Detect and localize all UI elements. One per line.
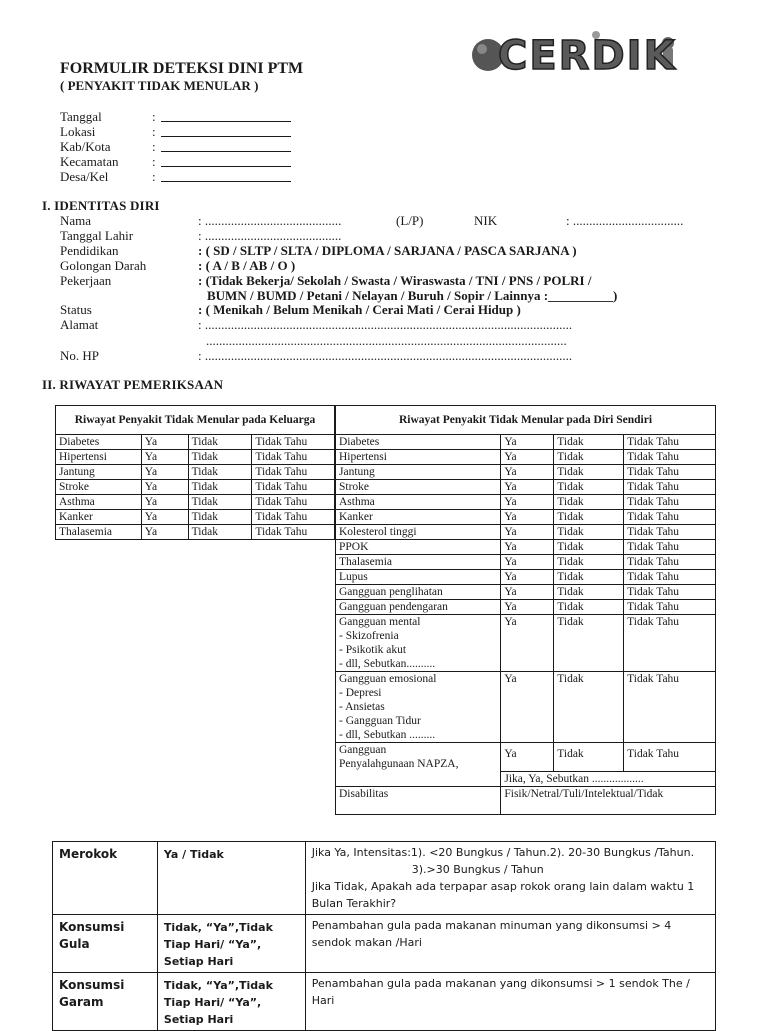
option-ya[interactable]: Ya [501,585,554,600]
option-ya[interactable]: Ya [501,510,554,525]
option-ya[interactable]: Ya [141,495,188,510]
habit-description [305,842,715,915]
diri-row [336,465,716,480]
option-tidak-tahu[interactable]: Tidak Tahu [252,435,335,450]
option-ya[interactable]: Ya [501,555,554,570]
habit-label: Merokok [53,842,158,915]
diri-disease: Diabetes [336,435,501,450]
gangguan-mental-line: - Skizofrenia [339,630,399,642]
meta-input-line[interactable] [161,181,291,182]
option-tidak-tahu[interactable]: Tidak Tahu [252,465,335,480]
option-tidak-tahu[interactable]: Tidak Tahu [624,510,716,525]
status-options[interactable]: : ( Menikah / Belum Menikah / Cerai Mati / Cerai Hidup ) [198,302,521,317]
keluarga-row [56,480,335,495]
no-hp-field[interactable]: : ................................................................................................................. [198,348,573,363]
option-tidak[interactable]: Tidak [554,615,624,672]
habit-desc-line: 3).>30 Bungkus / Tahun [411,863,544,876]
gangguan-emosional-line: - dll, Sebutkan ......... [339,729,436,741]
habit-description [305,915,715,973]
alamat-field-line2[interactable]: ............................................................................................................... [206,333,567,348]
option-ya[interactable]: Ya [501,525,554,540]
cerdik-logo [468,25,698,81]
keluarga-row [56,465,335,480]
option-ya[interactable]: Ya [501,615,554,672]
golongan-darah-options[interactable]: : ( A / B / AB / O ) [198,258,296,273]
diri-row [336,585,716,600]
tanggal-lahir-field[interactable]: : .......................................... [198,228,342,243]
keluarga-row [56,435,335,450]
gangguan-mental-cell [336,615,501,672]
pendidikan-options[interactable]: : ( SD / SLTP / SLTA / DIPLOMA / SARJANA / PASCA SARJANA ) [198,243,577,258]
diri-row [336,600,716,615]
keluarga-disease: Stroke [56,480,142,495]
option-tidak-tahu[interactable]: Tidak Tahu [624,480,716,495]
habit-label: Konsumsi Garam [53,973,158,1031]
meta-colon: : [152,109,156,124]
option-ya[interactable]: Ya [141,450,188,465]
gangguan-napza-line: Gangguan [339,744,387,756]
option-ya[interactable]: Ya [501,540,554,555]
option-tidak[interactable]: Tidak [554,465,624,480]
nama-field[interactable]: : .......................................... [198,213,342,228]
option-ya[interactable]: Ya [141,480,188,495]
habit-desc-line: Penambahan gula pada makanan yang dikonsumsi > 1 sendok The / [311,977,690,990]
alamat-field-line1[interactable]: : ................................................................................................................. [198,317,573,332]
diri-disease: Gangguan pendengaran [336,600,501,615]
diri-row [336,495,716,510]
option-tidak-tahu[interactable]: Tidak Tahu [624,585,716,600]
gangguan-mental-line: Gangguan mental [339,616,421,628]
diri-row [336,480,716,495]
meta-colon: : [152,124,156,139]
pekerjaan-label: Pekerjaan [60,273,112,288]
status-label: Status [60,302,92,317]
diri-disease: PPOK [336,540,501,555]
option-ya[interactable]: Ya [141,510,188,525]
habit-options[interactable]: Tidak, “Ya”,Tidak Tiap Hari/ “Ya”, Setiap Hari [157,915,305,973]
section-riwayat-heading: II. RIWAYAT PEMERIKSAAN [42,377,224,392]
option-tidak-tahu[interactable]: Tidak Tahu [624,450,716,465]
keluarga-disease: Kanker [56,510,142,525]
habit-options[interactable]: Ya / Tidak [157,842,305,915]
option-tidak[interactable]: Tidak [554,555,624,570]
option-tidak-tahu[interactable]: Tidak Tahu [624,540,716,555]
meta-input-line[interactable] [161,166,291,167]
keluarga-disease: Thalasemia [56,525,142,540]
option-ya[interactable]: Ya [501,743,554,772]
napza-sebutkan-row [336,771,716,786]
diri-disease: Stroke [336,480,501,495]
habit-row [53,842,716,915]
option-tidak-tahu[interactable]: Tidak Tahu [624,570,716,585]
meta-colon: : [152,139,156,154]
habit-desc-line: Jika Ya, Intensitas:1). <20 Bungkus / Tahun.2). 20-30 Bungkus /Tahun. [311,846,695,859]
meta-label: Desa/Kel [60,169,109,184]
napza-sebutkan-field[interactable]: Jika, Ya, Sebutkan .................. [501,771,716,786]
habit-desc-line: Bulan Terakhir? [311,897,397,910]
option-tidak[interactable]: Tidak [554,672,624,743]
option-tidak[interactable]: Tidak [554,510,624,525]
gangguan-mental-row [336,615,716,672]
option-tidak-tahu[interactable]: Tidak Tahu [624,465,716,480]
option-tidak[interactable]: Tidak [188,525,252,540]
keluarga-table-header: Riwayat Penyakit Tidak Menular pada Keluarga [56,406,335,435]
option-tidak-tahu[interactable]: Tidak Tahu [252,480,335,495]
nik-field[interactable]: : .................................. [566,213,684,228]
diri-disease: Thalasemia [336,555,501,570]
option-tidak-tahu[interactable]: Tidak Tahu [624,555,716,570]
meta-label: Lokasi [60,124,96,139]
form-subtitle: ( PENYAKIT TIDAK MENULAR ) [60,78,259,93]
gangguan-emosional-line: Gangguan emosional [339,673,437,685]
option-tidak[interactable]: Tidak [188,465,252,480]
keluarga-row [56,450,335,465]
habit-description [305,973,715,1031]
diri-row [336,510,716,525]
alamat-label: Alamat [60,317,99,332]
pendidikan-label: Pendidikan [60,243,119,258]
gangguan-emosional-line: - Gangguan Tidur [339,715,421,727]
option-tidak[interactable]: Tidak [188,480,252,495]
option-tidak-tahu[interactable]: Tidak Tahu [624,525,716,540]
option-tidak[interactable]: Tidak [554,600,624,615]
meta-colon: : [152,154,156,169]
option-tidak[interactable]: Tidak [554,450,624,465]
pekerjaan-options-line2[interactable]: BUMN / BUMD / Petani / Nelayan / Buruh / Sopir / Lainnya :__________) [207,288,618,303]
option-tidak[interactable]: Tidak [554,540,624,555]
gangguan-emosional-line: - Depresi [339,687,382,699]
diri-disease: Asthma [336,495,501,510]
option-ya[interactable]: Ya [501,672,554,743]
option-tidak-tahu[interactable]: Tidak Tahu [252,495,335,510]
habit-desc-line: Jika Tidak, Apakah ada terpapar asap rokok orang lain dalam waktu 1 [311,880,695,893]
meta-label: Tanggal [60,109,102,124]
gangguan-emosional-line: - Ansietas [339,701,385,713]
option-tidak[interactable]: Tidak [554,570,624,585]
option-tidak-tahu[interactable]: Tidak Tahu [624,743,716,772]
gangguan-napza-row [336,743,716,772]
disabilitas-label: Disabilitas [336,786,501,814]
riwayat-keluarga-table [55,405,335,540]
option-tidak[interactable]: Tidak [188,435,252,450]
option-tidak[interactable]: Tidak [554,435,624,450]
golongan-darah-label: Golongan Darah [60,258,147,273]
option-ya[interactable]: Ya [141,465,188,480]
habit-options[interactable]: Tidak, “Ya”,Tidak Tiap Hari/ “Ya”, Setiap Hari [157,973,305,1031]
option-tidak[interactable]: Tidak [188,495,252,510]
diri-disease: Gangguan penglihatan [336,585,501,600]
habit-row [53,915,716,973]
option-tidak-tahu[interactable]: Tidak Tahu [252,450,335,465]
diri-table-header: Riwayat Penyakit Tidak Menular pada Diri Sendiri [336,406,716,435]
keluarga-disease: Diabetes [56,435,142,450]
keluarga-row [56,525,335,540]
option-tidak[interactable]: Tidak [188,510,252,525]
habit-desc-line: Penambahan gula pada makanan minuman yang dikonsumsi > 4 [311,919,672,932]
keluarga-row [56,510,335,525]
option-tidak-tahu[interactable]: Tidak Tahu [624,600,716,615]
habit-desc-line: sendok makan /Hari [311,936,422,949]
keluarga-disease: Asthma [56,495,142,510]
tanggal-lahir-label: Tanggal Lahir [60,228,134,243]
diri-disease: Lupus [336,570,501,585]
diri-disease: Kanker [336,510,501,525]
riwayat-diri-table [335,405,716,815]
gangguan-emosional-row [336,672,716,743]
option-tidak[interactable]: Tidak [188,450,252,465]
habits-table [52,841,716,1031]
gangguan-emosional-cell [336,672,501,743]
gangguan-mental-line: - dll, Sebutkan.......... [339,658,436,670]
diri-row [336,435,716,450]
option-tidak[interactable]: Tidak [554,495,624,510]
option-tidak[interactable]: Tidak [554,585,624,600]
option-ya[interactable]: Ya [501,465,554,480]
keluarga-disease: Hipertensi [56,450,142,465]
option-ya[interactable]: Ya [141,435,188,450]
habit-label: Konsumsi Gula [53,915,158,973]
disabilitas-options[interactable]: Fisik/Netral/Tuli/Intelektual/Tidak [501,786,716,814]
option-tidak[interactable]: Tidak [554,480,624,495]
keluarga-row [56,495,335,510]
nik-label: NIK [474,213,498,228]
section-identitas-heading: I. IDENTITAS DIRI [42,198,160,213]
habit-row [53,973,716,1031]
option-ya[interactable]: Ya [501,495,554,510]
diri-disease: Jantung [336,465,501,480]
option-ya[interactable]: Ya [501,450,554,465]
meta-input-line[interactable] [161,151,291,152]
disabilitas-row [336,786,716,814]
option-tidak-tahu[interactable]: Tidak Tahu [624,495,716,510]
habit-desc-line: Hari [311,994,335,1007]
nama-label: Nama [60,213,92,228]
option-tidak-tahu[interactable]: Tidak Tahu [252,525,335,540]
keluarga-disease: Jantung [56,465,142,480]
diri-row [336,570,716,585]
meta-input-line[interactable] [161,121,291,122]
form-title: FORMULIR DETEKSI DINI PTM [60,60,304,77]
no-hp-label: No. HP [60,348,100,363]
diri-disease: Kolesterol tinggi [336,525,501,540]
option-ya[interactable]: Ya [501,600,554,615]
meta-label: Kecamatan [60,154,119,169]
option-tidak-tahu[interactable]: Tidak Tahu [624,615,716,672]
gender-label: (L/P) [396,213,424,228]
meta-colon: : [152,169,156,184]
option-ya[interactable]: Ya [501,570,554,585]
diri-row [336,525,716,540]
gangguan-mental-line: - Psikotik akut [339,644,407,656]
diri-row [336,555,716,570]
gangguan-napza-cell [336,743,501,772]
option-ya[interactable]: Ya [501,480,554,495]
logo-text: CERDIK [498,33,677,79]
pekerjaan-options-line1[interactable]: : (Tidak Bekerja/ Sekolah / Swasta / Wiraswasta / TNI / PNS / POLRI / [198,273,592,288]
gangguan-napza-line: Penyalahgunaan NAPZA, [339,758,459,770]
diri-disease: Hipertensi [336,450,501,465]
meta-label: Kab/Kota [60,139,111,154]
option-tidak[interactable]: Tidak [554,743,624,772]
option-ya[interactable]: Ya [141,525,188,540]
option-tidak[interactable]: Tidak [554,525,624,540]
option-ya[interactable]: Ya [501,435,554,450]
option-tidak-tahu[interactable]: Tidak Tahu [624,672,716,743]
diri-row [336,450,716,465]
option-tidak-tahu[interactable]: Tidak Tahu [252,510,335,525]
diri-row [336,540,716,555]
meta-input-line[interactable] [161,136,291,137]
option-tidak-tahu[interactable]: Tidak Tahu [624,435,716,450]
